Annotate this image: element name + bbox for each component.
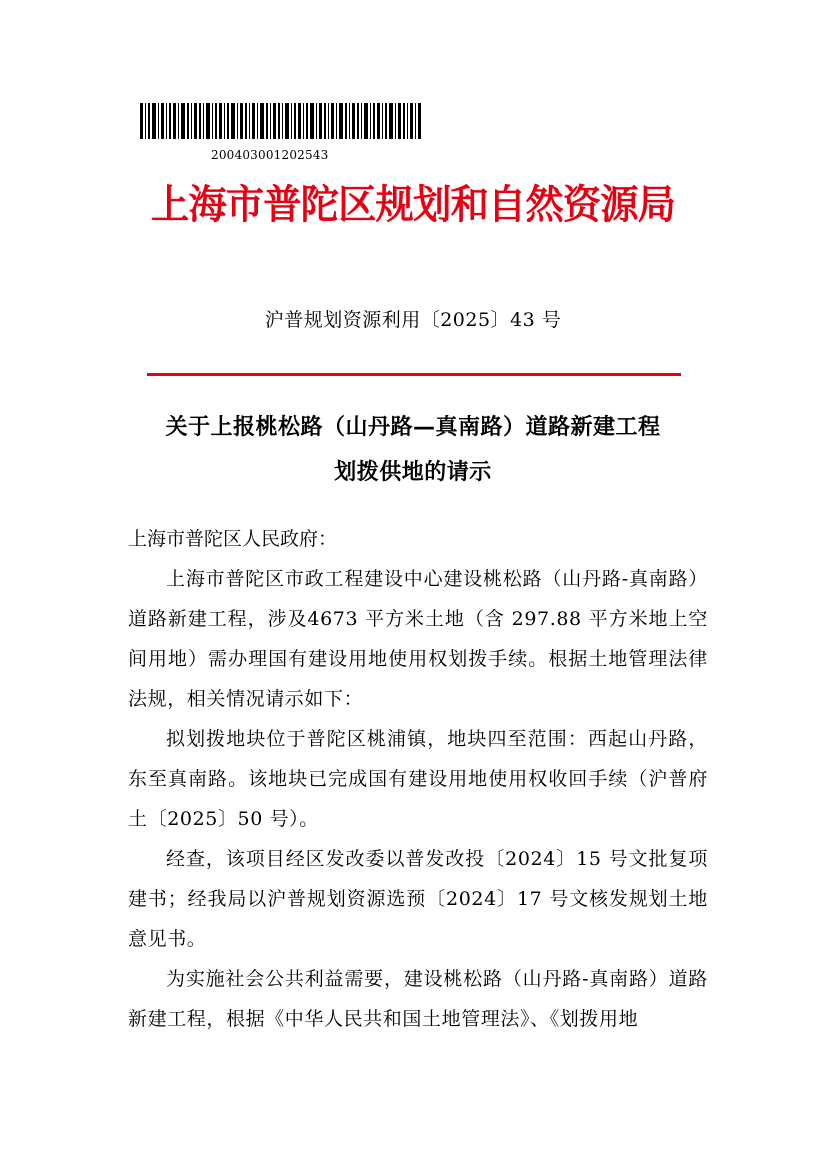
paragraph-4 <box>128 959 708 1039</box>
paragraph-text: 上海市普陀区市政工程建设中心建设桃松路（山丹路-真南路）道路新建工程，涉及4673 平方米土地（含 297.88 平方米地上空间用地）需办理国有建设用地使用权划拨手续。根据土地管理法律法规，相关情况请示如下： <box>128 568 708 710</box>
barcode-number: 200403001202543 <box>211 148 329 162</box>
salutation: 上海市普陀区人民政府： <box>128 528 338 550</box>
document-title-line-2: 划拨供地的请示 <box>334 460 492 485</box>
agency-title: 上海市普陀区规划和自然资源局 <box>150 181 676 228</box>
paragraph-text: 经查，该项目经区发改委以普发改投〔2024〕15 号文批复项建书；经我局以沪普规划资源选预〔2024〕17 号文核发规划土地意见书。 <box>128 848 708 950</box>
paragraph-1 <box>128 559 708 719</box>
paragraph-text: 拟划拨地块位于普陀区桃浦镇，地块四至范围：西起山丹路，东至真南路。该地块已完成国有建设用地使用权收回手续（沪普府土〔2025〕50 号）。 <box>128 728 708 830</box>
paragraph-text: 为实施社会公共利益需要，建设桃松路（山丹路-真南路）道路新建工程，根据《中华人民共和国土地管理法》、《划拨用地 <box>128 968 708 1030</box>
paragraph-2 <box>128 719 708 839</box>
document-title-line-1: 关于上报桃松路（山丹路—真南路）道路新建工程 <box>165 415 661 440</box>
document-number: 沪普规划资源利用〔2025〕43 号 <box>264 309 562 331</box>
paragraph-3 <box>128 839 708 959</box>
red-divider <box>147 373 681 376</box>
barcode <box>140 103 422 139</box>
